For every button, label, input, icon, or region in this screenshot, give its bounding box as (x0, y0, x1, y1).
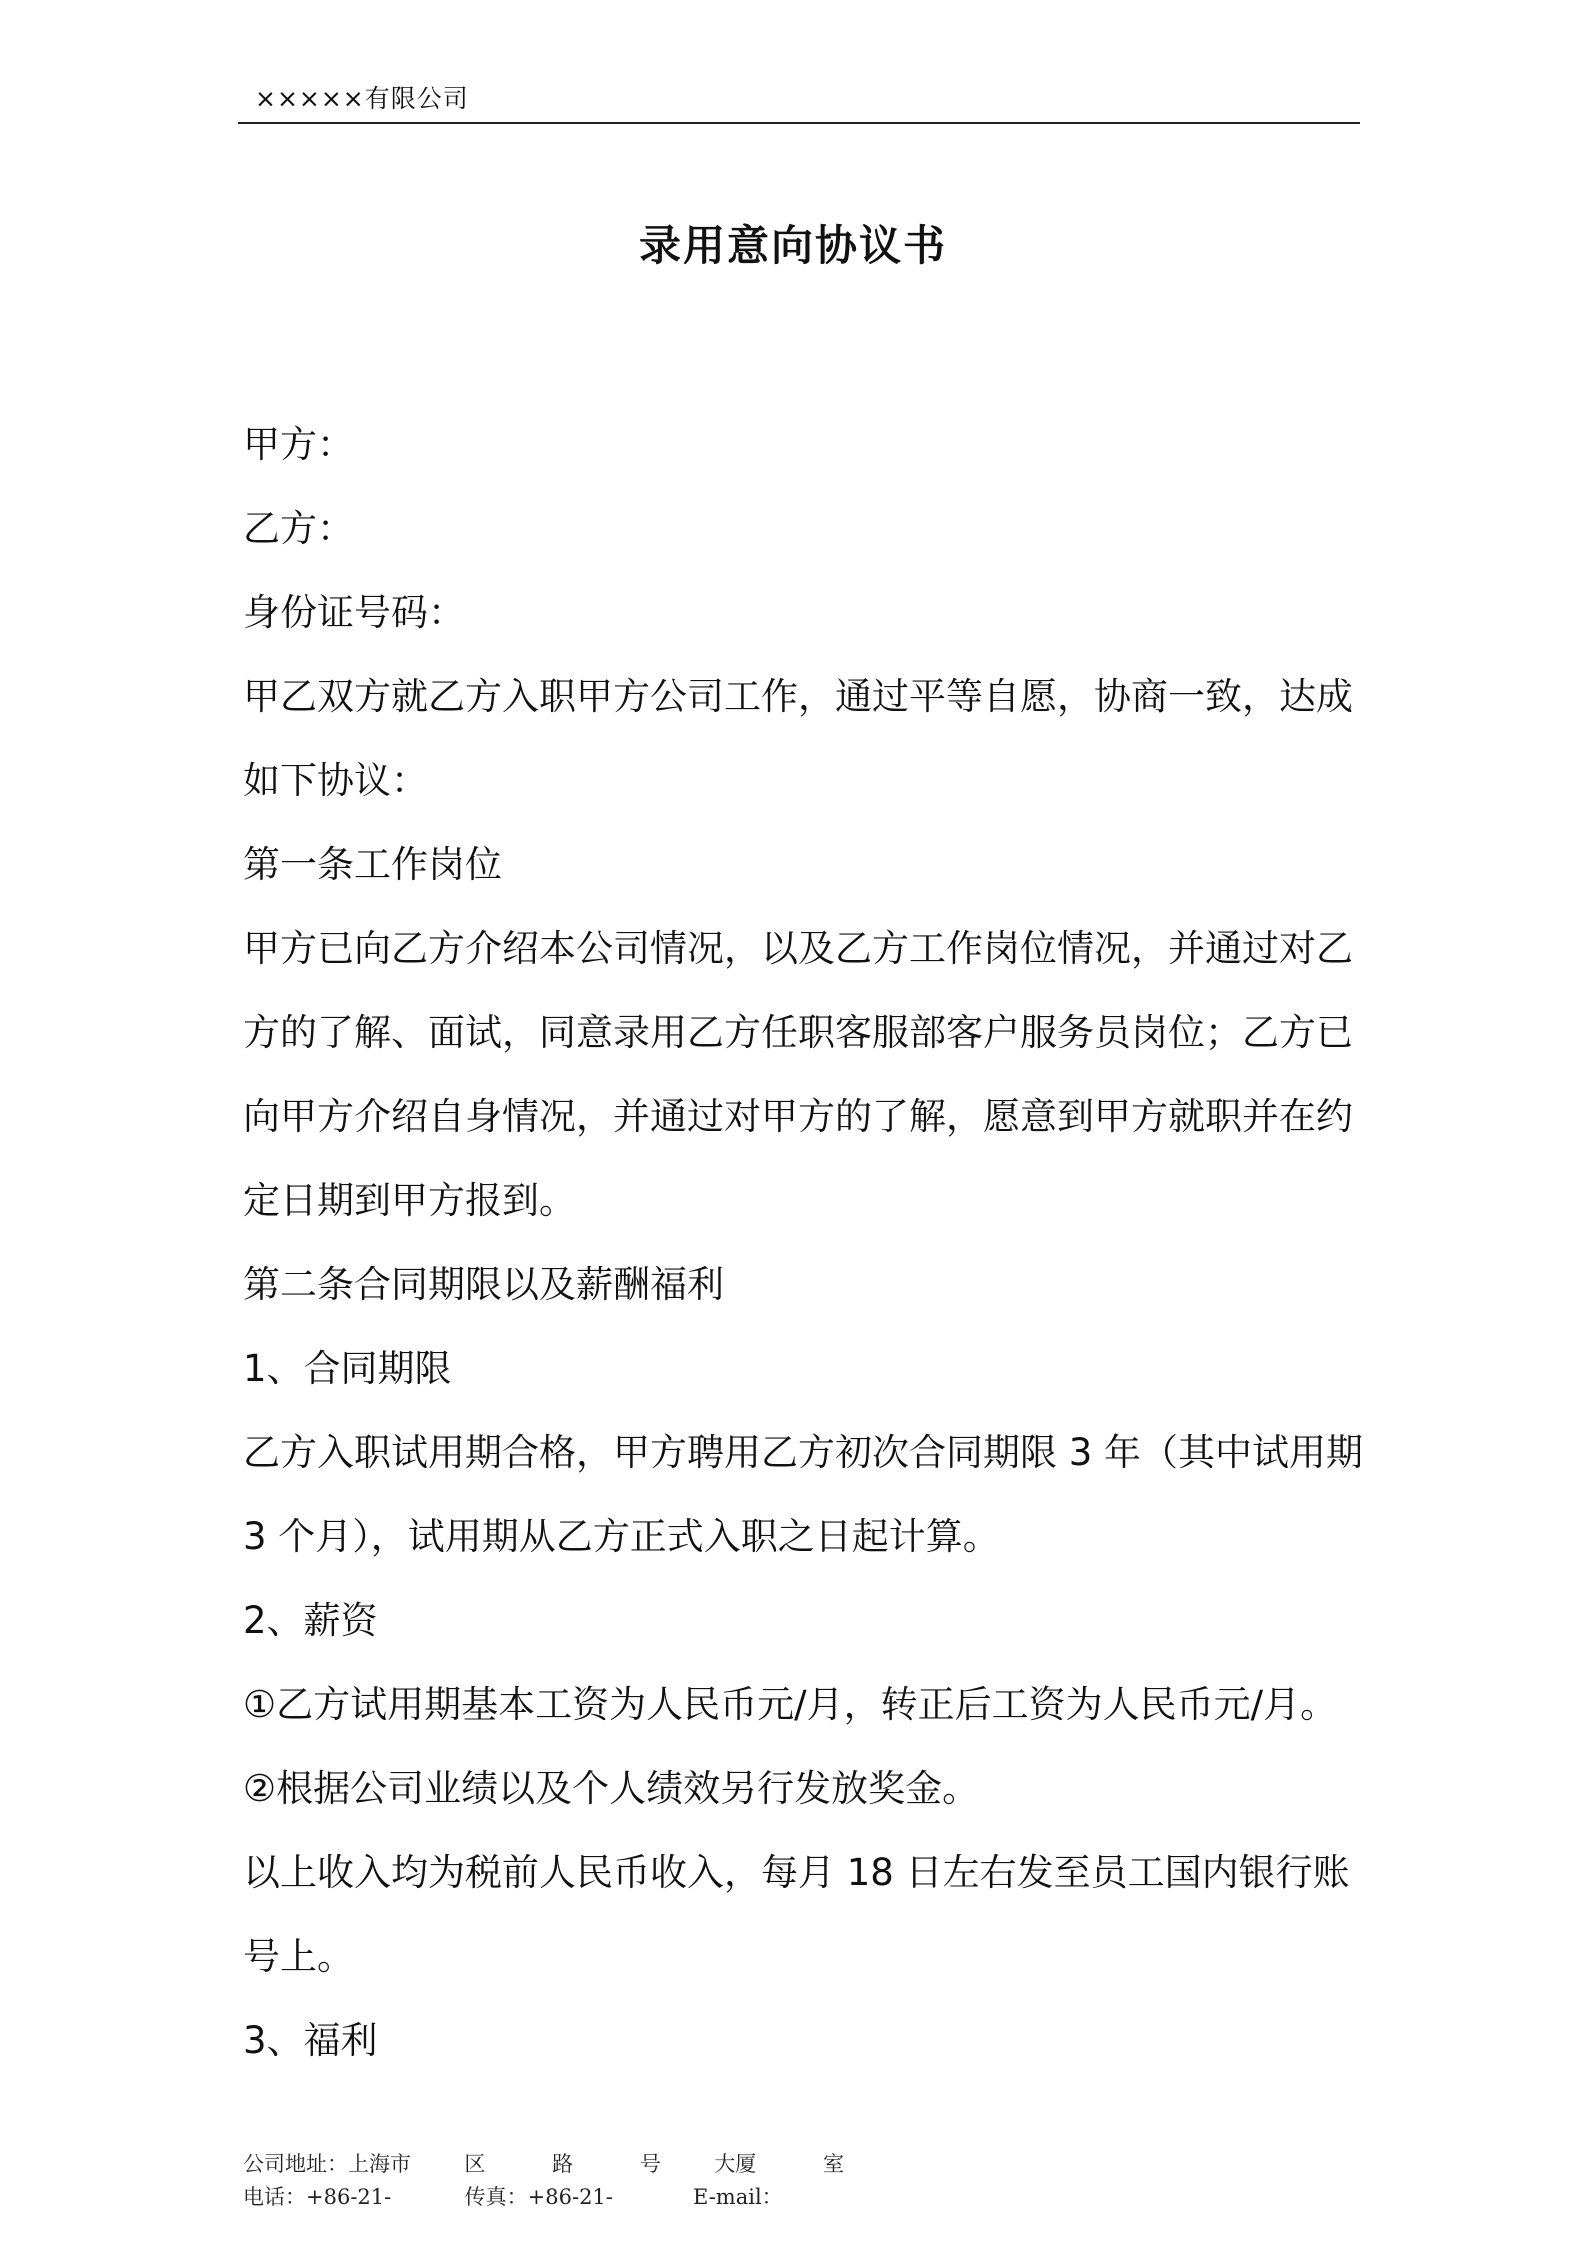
section2-heading: 2、薪资 (243, 1599, 378, 1642)
page-header (238, 82, 1360, 124)
company-name: ×××××有限公司 (255, 84, 469, 113)
page-footer (243, 2148, 844, 2214)
section1-paragraph: 乙方入职试用期合格，甲方聘用乙方初次合同期限 3 年（其中试用期 3 个月），试用期从乙方正式入职之日起计算。 (243, 1431, 1364, 1558)
article1-paragraph: 甲方已向乙方介绍本公司情况，以及乙方工作岗位情况，并通过对乙方的了解、面试，同意录用乙方任职客服部客户服务员岗位；乙方已向甲方介绍自身情况，并通过对甲方的了解，愿意到甲方就职并在约定日期到甲方报到。 (243, 927, 1353, 1222)
article2-heading: 第二条合同期限以及薪酬福利 (243, 1263, 724, 1306)
intro-paragraph: 甲乙双方就乙方入职甲方公司工作，通过平等自愿，协商一致，达成如下协议： (243, 675, 1353, 802)
article1-heading: 第一条工作岗位 (243, 843, 502, 886)
party-b-line: 乙方： (243, 507, 354, 550)
footer-address: 公司地址：上海市 区 路 号 大厦 室 (243, 2152, 845, 2176)
footer-contact: 电话：+86-21- 传真：+86-21- E-mail： (243, 2185, 783, 2209)
section1-heading: 1、合同期限 (243, 1347, 452, 1390)
salary-item-2: ②根据公司业绩以及个人绩效另行发放奖金。 (243, 1767, 980, 1810)
party-a-line: 甲方： (243, 423, 354, 466)
document-title: 录用意向协议书 (638, 221, 947, 270)
section3-heading: 3、福利 (243, 2019, 378, 2062)
document-body (243, 403, 1368, 2083)
salary-note: 以上收入均为税前人民币收入，每月 18 日左右发至员工国内银行账号上。 (243, 1851, 1350, 1978)
id-number-line: 身份证号码： (243, 591, 465, 634)
salary-item-1: ①乙方试用期基本工资为人民币元/月，转正后工资为人民币元/月。 (243, 1683, 1338, 1726)
